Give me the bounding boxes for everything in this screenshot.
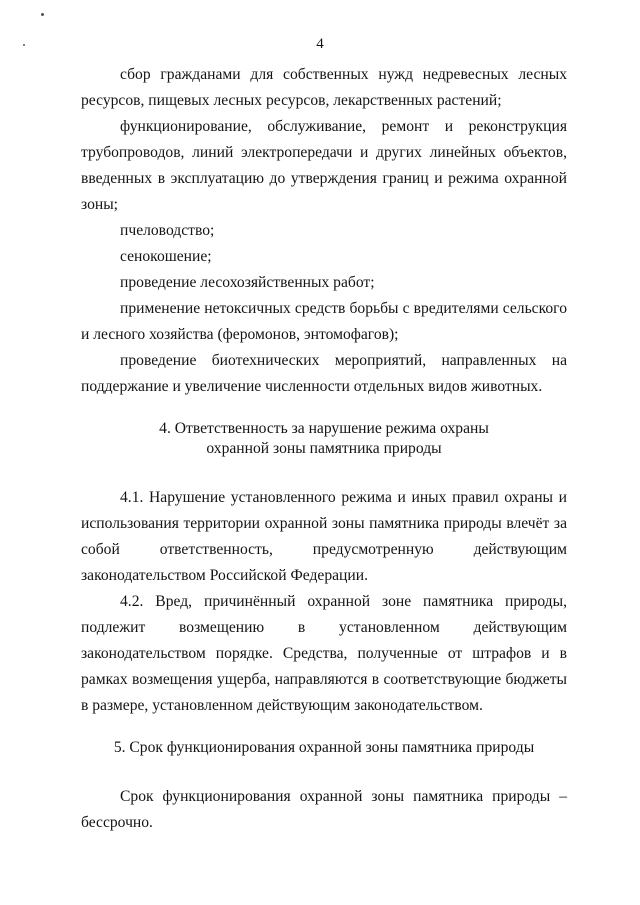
page-number: 4 (316, 36, 324, 52)
section-4-paragraph-1: 4.1. Нарушение установленного режима и иных правил охраны и использования территории охранной зоны памятника природы влечёт за собой ответственность, предусмотренную действующим законодательством Российской Федерации. (81, 489, 567, 584)
list-item-haymaking: сенокошение; (120, 248, 212, 265)
document-body (81, 62, 567, 836)
list-item-infrastructure: функционирование, обслуживание, ремонт и реконструкция трубопроводов, линий электропередачи и других линейных объектов, введенных в эксплуатацию до утверждения границ и режима охранной зоны; (81, 118, 567, 213)
section-5-paragraph-1: Срок функционирования охранной зоны памятника природы – бессрочно. (81, 788, 567, 831)
list-item-biotechnical: проведение биотехнических мероприятий, направленных на поддержание и увеличение численности отдельных видов животных. (81, 352, 567, 395)
list-item-gathering: сбор гражданами для собственных нужд недревесных лесных ресурсов, пищевых лесных ресурсов, лекарственных растений; (81, 66, 567, 109)
section-5-heading: 5. Срок функционирования охранной зоны памятника природы (113, 739, 535, 756)
section-4-heading-line-1: 4. Ответственность за нарушение режима охраны (159, 420, 489, 437)
list-item-pest-control: применение нетоксичных средств борьбы с вредителями сельского и лесного хозяйства (феромонов, энтомофагов); (81, 300, 567, 343)
section-4-heading-line-2: охранной зоны памятника природы (206, 440, 442, 457)
list-item-beekeeping: пчеловодство; (120, 222, 215, 239)
section-4-paragraph-2: 4.2. Вред, причинённый охранной зоне памятника природы, подлежит возмещению в установленном действующим законодательством порядке. Средства, полученные от штрафов и в рамках возмещения ущерба, направляются в соответствующие бюджеты в размере, установленном действующим законодательством. (81, 593, 567, 714)
scan-speck-top (41, 13, 44, 16)
list-item-forestry: проведение лесохозяйственных работ; (120, 274, 375, 291)
